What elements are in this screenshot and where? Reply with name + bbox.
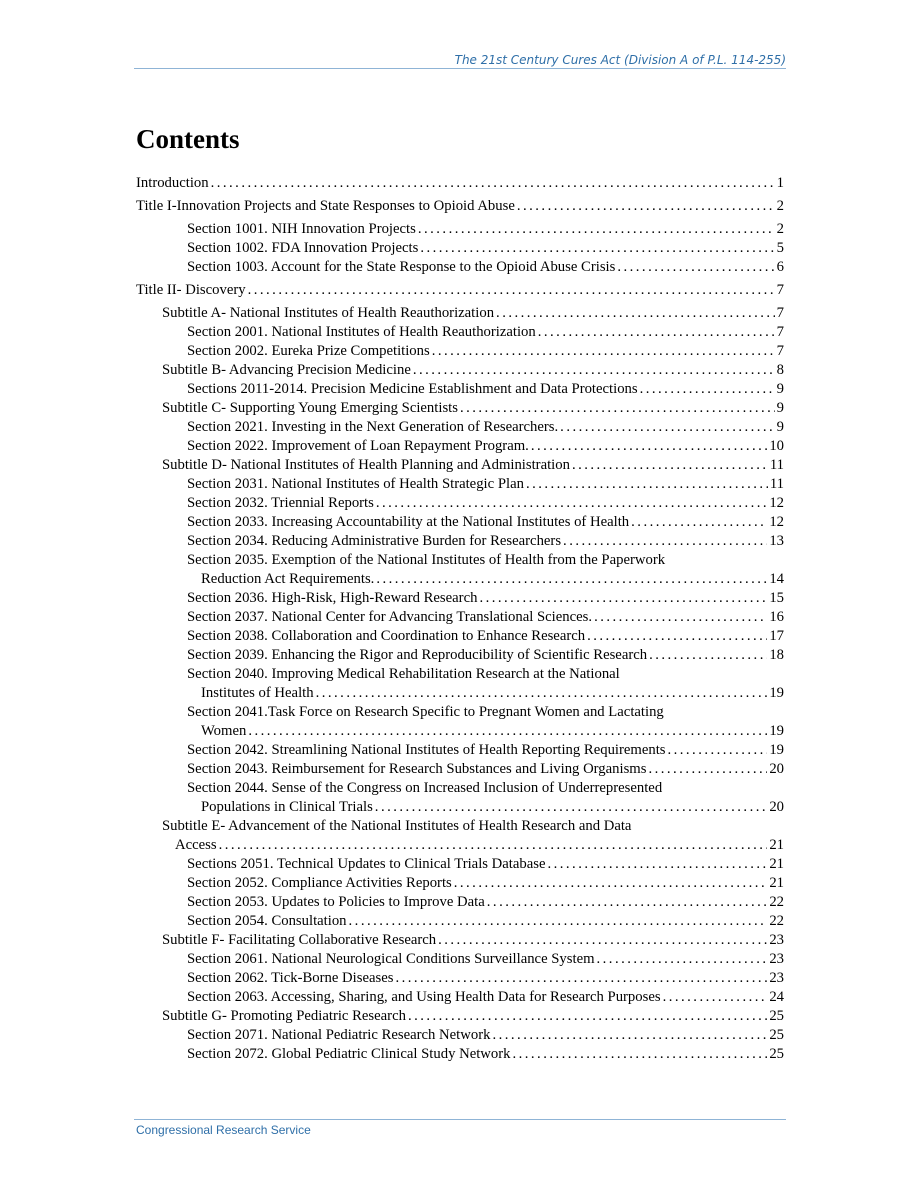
leader-dots <box>587 627 767 646</box>
toc-label: Section 2052. Compliance Activities Reports <box>187 875 452 891</box>
leader-dots <box>376 494 767 513</box>
toc-entry-section-2071[interactable] <box>136 1026 784 1045</box>
toc-entry-title-1[interactable] <box>136 197 784 216</box>
toc-entry-section-2043[interactable] <box>136 760 784 779</box>
toc-page-number: 5 <box>776 240 784 256</box>
toc-label: Subtitle D- National Institutes of Health Planning and Administration <box>162 457 570 473</box>
toc-page-number: 21 <box>769 856 784 872</box>
leader-dots <box>640 380 775 399</box>
toc-label: Sections 2051. Technical Updates to Clinical Trials Database <box>187 856 546 872</box>
toc-entry-subtitle-c[interactable] <box>136 399 784 418</box>
toc-label: Section 1002. FDA Innovation Projects <box>187 240 419 256</box>
leader-dots <box>219 836 768 855</box>
leader-dots <box>631 513 767 532</box>
toc-label: Section 2053. Updates to Policies to Improve Data <box>187 894 485 910</box>
toc-page-number: 22 <box>769 913 784 929</box>
toc-entry-section-2042[interactable] <box>136 741 784 760</box>
toc-page-number: 22 <box>769 894 784 910</box>
leader-dots <box>649 646 767 665</box>
toc-entry-subtitle-a[interactable] <box>136 304 784 323</box>
toc-label: Reduction Act Requirements. <box>201 571 375 587</box>
toc-label: Subtitle A- National Institutes of Health Reauthorization <box>162 305 495 321</box>
toc-entry-introduction[interactable] <box>136 174 784 193</box>
toc-entry-section-2039[interactable] <box>136 646 784 665</box>
leader-dots <box>375 798 768 817</box>
toc-label: Section 2043. Reimbursement for Research Substances and Living Organisms <box>187 761 647 777</box>
toc-page-number: 25 <box>769 1008 784 1024</box>
toc-entry-section-1003[interactable] <box>136 258 784 277</box>
table-of-contents <box>136 174 784 1064</box>
toc-page-number: 7 <box>776 282 784 298</box>
leader-dots <box>349 912 768 931</box>
leader-dots <box>594 608 767 627</box>
toc-label: Section 2063. Accessing, Sharing, and Using Health Data for Research Purposes <box>187 989 661 1005</box>
leader-dots <box>316 684 768 703</box>
toc-page-number: 25 <box>769 1046 784 1062</box>
toc-entry-subtitle-g[interactable] <box>136 1007 784 1026</box>
leader-dots <box>492 1026 767 1045</box>
toc-label: Section 2022. Improvement of Loan Repayment Program. <box>187 438 529 454</box>
toc-label: Section 2042. Streamlining National Institutes of Health Reporting Requirements <box>187 742 666 758</box>
toc-label: Section 2038. Collaboration and Coordination to Enhance Research <box>187 628 586 644</box>
toc-page-number: 14 <box>769 571 784 587</box>
toc-page-number: 13 <box>769 533 784 549</box>
leader-dots <box>413 361 775 380</box>
toc-entry-section-2061[interactable] <box>136 950 784 969</box>
toc-page-number: 23 <box>769 970 784 986</box>
leader-dots <box>648 760 767 779</box>
toc-label: Section 2054. Consultation <box>187 913 347 929</box>
toc-label-line: Subtitle E- Advancement of the National Institutes of Health Research and Data <box>162 818 632 834</box>
toc-label: Section 2061. National Neurological Conditions Surveillance System <box>187 951 595 967</box>
leader-dots <box>597 950 768 969</box>
toc-entry-section-2011[interactable] <box>136 380 784 399</box>
toc-page-number: 10 <box>769 438 784 454</box>
toc-page-number: 19 <box>769 742 784 758</box>
toc-label: Introduction <box>136 175 209 191</box>
toc-label: Section 1003. Account for the State Response to the Opioid Abuse Crisis <box>187 259 616 275</box>
footer-organization: Congressional Research Service <box>136 1123 311 1137</box>
toc-entry-section-2037[interactable] <box>136 608 784 627</box>
leader-dots <box>438 931 767 950</box>
toc-page-number: 7 <box>776 305 784 321</box>
toc-label: Subtitle F- Facilitating Collaborative Research <box>162 932 437 948</box>
leader-dots <box>408 1007 767 1026</box>
leader-dots <box>479 589 767 608</box>
toc-entry-section-2022[interactable] <box>136 437 784 456</box>
leader-dots <box>517 197 775 216</box>
leader-dots <box>547 855 767 874</box>
toc-page-number: 8 <box>776 362 784 378</box>
toc-entry-section-2038[interactable] <box>136 627 784 646</box>
toc-label: Section 2071. National Pediatric Research Network <box>187 1027 491 1043</box>
toc-entry-section-2054[interactable] <box>136 912 784 931</box>
toc-page-number: 7 <box>776 343 784 359</box>
toc-entry-subtitle-f[interactable] <box>136 931 784 950</box>
toc-label: Section 2021. Investing in the Next Generation of Researchers. <box>187 419 559 435</box>
toc-label: Subtitle C- Supporting Young Emerging Scientists <box>162 400 458 416</box>
toc-label: Title II- Discovery <box>136 282 246 298</box>
toc-page-number: 25 <box>769 1027 784 1043</box>
leader-dots <box>538 323 775 342</box>
leader-dots <box>526 475 768 494</box>
toc-entry-section-2002[interactable] <box>136 342 784 361</box>
toc-page-number: 17 <box>769 628 784 644</box>
toc-label: Section 2031. National Institutes of Health Strategic Plan <box>187 476 524 492</box>
toc-label: Section 1001. NIH Innovation Projects <box>187 221 416 237</box>
toc-label: Section 2037. National Center for Advancing Translational Sciences. <box>187 609 593 625</box>
toc-page-number: 11 <box>769 476 784 492</box>
toc-label-line: Section 2035. Exemption of the National Institutes of Health from the Paperwork <box>187 552 666 568</box>
toc-page-number: 23 <box>769 932 784 948</box>
toc-label: Women <box>201 723 247 739</box>
toc-page-number: 12 <box>769 514 784 530</box>
toc-label: Section 2002. Eureka Prize Competitions <box>187 343 430 359</box>
toc-entry-section-2063[interactable] <box>136 988 784 1007</box>
toc-label: Subtitle G- Promoting Pediatric Research <box>162 1008 406 1024</box>
toc-entry-section-2072[interactable] <box>136 1045 784 1064</box>
leader-dots <box>395 969 767 988</box>
toc-label: Populations in Clinical Trials <box>201 799 373 815</box>
leader-dots <box>617 258 774 277</box>
footer-rule <box>134 1119 786 1120</box>
toc-page-number: 2 <box>776 198 784 214</box>
page-title: Contents <box>136 124 240 154</box>
toc-entry-section-2052[interactable] <box>136 874 784 893</box>
toc-label: Section 2062. Tick-Borne Diseases <box>187 970 394 986</box>
toc-label-line: Section 2044. Sense of the Congress on Increased Inclusion of Underrepresented <box>187 780 663 796</box>
leader-dots <box>560 418 774 437</box>
toc-entry-subtitle-e[interactable] <box>136 817 784 855</box>
toc-page-number: 23 <box>769 951 784 967</box>
leader-dots <box>211 174 775 193</box>
toc-entry-subtitle-b[interactable] <box>136 361 784 380</box>
toc-page-number: 7 <box>776 324 784 340</box>
toc-entry-section-2035[interactable] <box>136 551 784 589</box>
toc-label: Title I-Innovation Projects and State Responses to Opioid Abuse <box>136 198 515 214</box>
toc-entry-section-2040[interactable] <box>136 665 784 703</box>
toc-label: Sections 2011-2014. Precision Medicine Establishment and Data Protections <box>187 381 638 397</box>
toc-entry-section-2044[interactable] <box>136 779 784 817</box>
toc-label: Section 2039. Enhancing the Rigor and Reproducibility of Scientific Research <box>187 647 648 663</box>
toc-page-number: 20 <box>769 761 784 777</box>
leader-dots <box>487 893 768 912</box>
toc-page-number: 2 <box>776 221 784 237</box>
leader-dots <box>418 220 775 239</box>
toc-page-number: 21 <box>769 875 784 891</box>
toc-page-number: 20 <box>769 799 784 815</box>
toc-page-number: 9 <box>776 381 784 397</box>
toc-entry-section-2034[interactable] <box>136 532 784 551</box>
leader-dots <box>420 239 774 258</box>
toc-page-number: 16 <box>769 609 784 625</box>
leader-dots <box>432 342 775 361</box>
leader-dots <box>496 304 775 323</box>
toc-page-number: 1 <box>776 175 784 191</box>
toc-page-number: 12 <box>769 495 784 511</box>
toc-label: Section 2033. Increasing Accountability at the National Institutes of Health <box>187 514 630 530</box>
toc-entry-subtitle-d[interactable] <box>136 456 784 475</box>
toc-label: Section 2036. High-Risk, High-Reward Research <box>187 590 478 606</box>
toc-entry-section-2001[interactable] <box>136 323 784 342</box>
toc-entry-section-2053[interactable] <box>136 893 784 912</box>
toc-label: Institutes of Health <box>201 685 314 701</box>
toc-entry-section-2062[interactable] <box>136 969 784 988</box>
toc-page-number: 11 <box>769 457 784 473</box>
leader-dots <box>531 437 767 456</box>
toc-entry-section-2021[interactable] <box>136 418 784 437</box>
toc-page-number: 9 <box>776 400 784 416</box>
leader-dots <box>454 874 768 893</box>
leader-dots <box>512 1045 767 1064</box>
header-rule <box>134 68 786 69</box>
toc-page-number: 19 <box>769 685 784 701</box>
toc-entry-section-2051[interactable] <box>136 855 784 874</box>
toc-entry-section-2036[interactable] <box>136 589 784 608</box>
toc-page-number: 15 <box>769 590 784 606</box>
leader-dots <box>663 988 768 1007</box>
toc-page-number: 9 <box>776 419 784 435</box>
toc-label: Section 2034. Reducing Administrative Burden for Researchers <box>187 533 562 549</box>
toc-entry-section-2041[interactable] <box>136 703 784 741</box>
toc-label: Section 2001. National Institutes of Health Reauthorization <box>187 324 536 340</box>
leader-dots <box>248 281 775 300</box>
toc-entry-section-2032[interactable] <box>136 494 784 513</box>
leader-dots <box>248 722 767 741</box>
leader-dots <box>667 741 767 760</box>
toc-label: Access <box>175 837 217 853</box>
toc-label: Section 2032. Triennial Reports <box>187 495 374 511</box>
toc-label-line: Section 2040. Improving Medical Rehabilitation Research at the National <box>187 666 620 682</box>
leader-dots <box>563 532 767 551</box>
toc-page-number: 6 <box>776 259 784 275</box>
leader-dots <box>572 456 768 475</box>
toc-page-number: 19 <box>769 723 784 739</box>
toc-label-line: Section 2041.Task Force on Research Specific to Pregnant Women and Lactating <box>187 704 664 720</box>
toc-entry-title-2[interactable] <box>136 281 784 300</box>
toc-page-number: 18 <box>769 647 784 663</box>
toc-page-number: 21 <box>769 837 784 853</box>
toc-entry-section-2033[interactable] <box>136 513 784 532</box>
leader-dots <box>376 570 767 589</box>
running-header: The 21st Century Cures Act (Division A of P.L. 114-255) <box>454 53 786 67</box>
toc-entry-section-1002[interactable] <box>136 239 784 258</box>
toc-entry-section-1001[interactable] <box>136 220 784 239</box>
toc-page-number: 24 <box>769 989 784 1005</box>
leader-dots <box>460 399 775 418</box>
toc-label: Section 2072. Global Pediatric Clinical Study Network <box>187 1046 511 1062</box>
toc-label: Subtitle B- Advancing Precision Medicine <box>162 362 411 378</box>
toc-entry-section-2031[interactable] <box>136 475 784 494</box>
